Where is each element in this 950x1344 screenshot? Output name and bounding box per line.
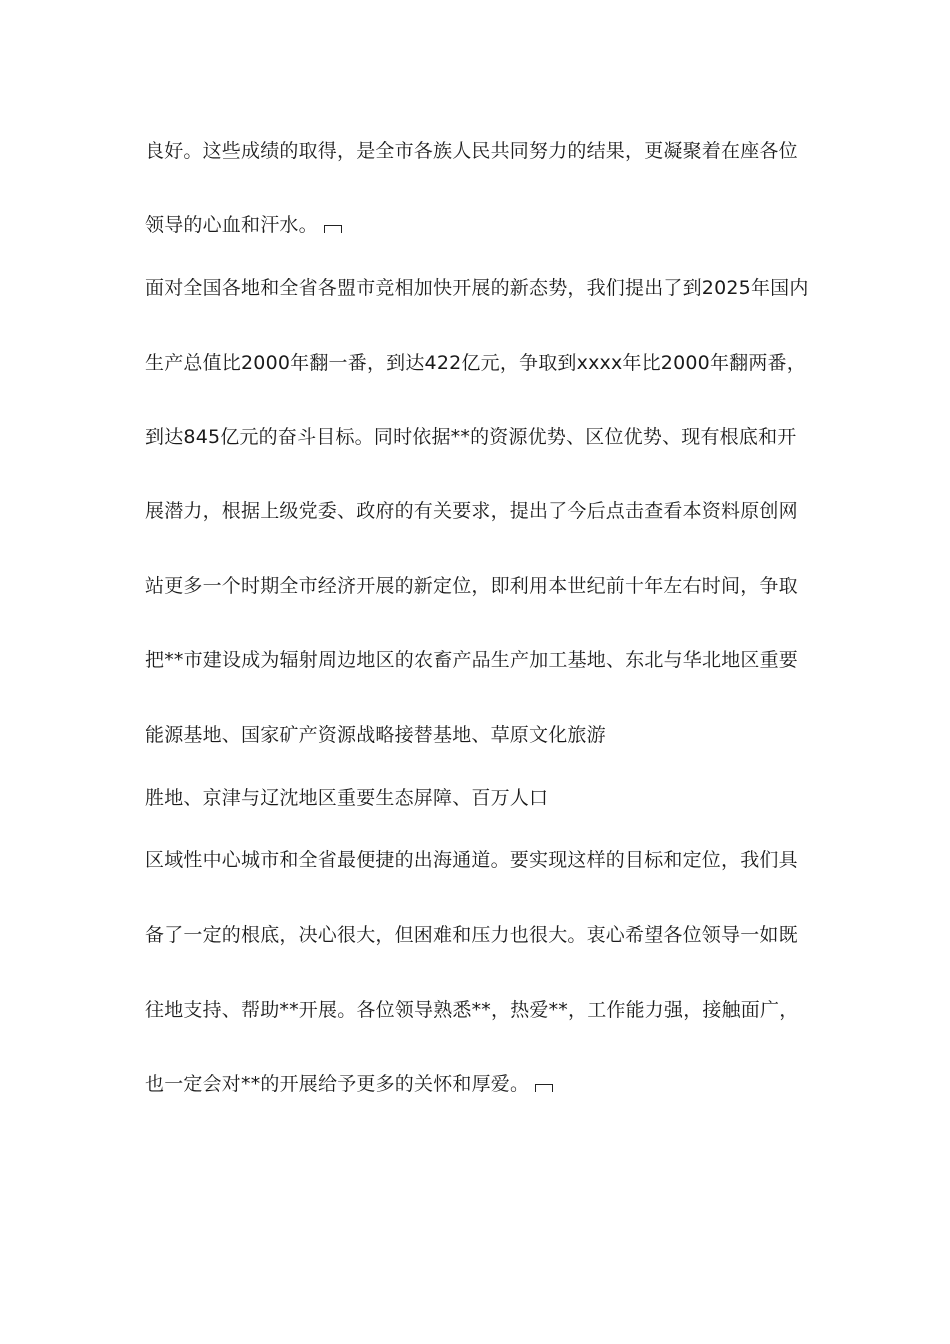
text-line: 能源基地、国家矿产资源战略接替基地、草原文化旅游 [145, 724, 606, 746]
text-line [145, 213, 342, 237]
paragraph-end-mark [535, 1084, 553, 1092]
text-line: 站更多一个时期全市经济开展的新定位，即利用本世纪前十年左右时间，争取 [145, 575, 798, 597]
text-line: 区域性中心城市和全省最便捷的出海通道。要实现这样的目标和定位，我们具 [145, 849, 798, 871]
text-line: 备了一定的根底，决心很大，但困难和压力也很大。衷心希望各位领导一如既 [145, 924, 798, 946]
text-line [145, 1072, 553, 1096]
text-line: 胜地、京津与辽沈地区重要生态屏障、百万人口 [145, 787, 549, 809]
text-line: 把**市建设成为辐射周边地区的农畜产品生产加工基地、东北与华北地区重要 [145, 649, 799, 671]
text-line-content: 领导的心血和汗水。 [145, 214, 318, 236]
text-line: 生产总值比2000年翻一番，到达422亿元，争取到xxxx年比2000年翻两番， [145, 352, 806, 374]
text-line-content: 也一定会对**的开展给予更多的关怀和厚爱。 [145, 1073, 530, 1095]
paragraph-end-mark [324, 225, 342, 233]
text-line: 展潜力，根据上级党委、政府的有关要求，提出了今后点击查看本资料原创网 [145, 500, 798, 522]
text-line: 到达845亿元的奋斗目标。同时依据**的资源优势、区位优势、现有根底和开 [145, 426, 797, 448]
text-line: 往地支持、帮助**开展。各位领导熟悉**，热爱**，工作能力强，接触面广， [145, 999, 799, 1021]
text-line: 面对全国各地和全省各盟市竞相加快开展的新态势，我们提出了到2025年国内 [145, 277, 809, 299]
text-line: 良好。这些成绩的取得，是全市各族人民共同努力的结果，更凝聚着在座各位 [145, 140, 798, 162]
